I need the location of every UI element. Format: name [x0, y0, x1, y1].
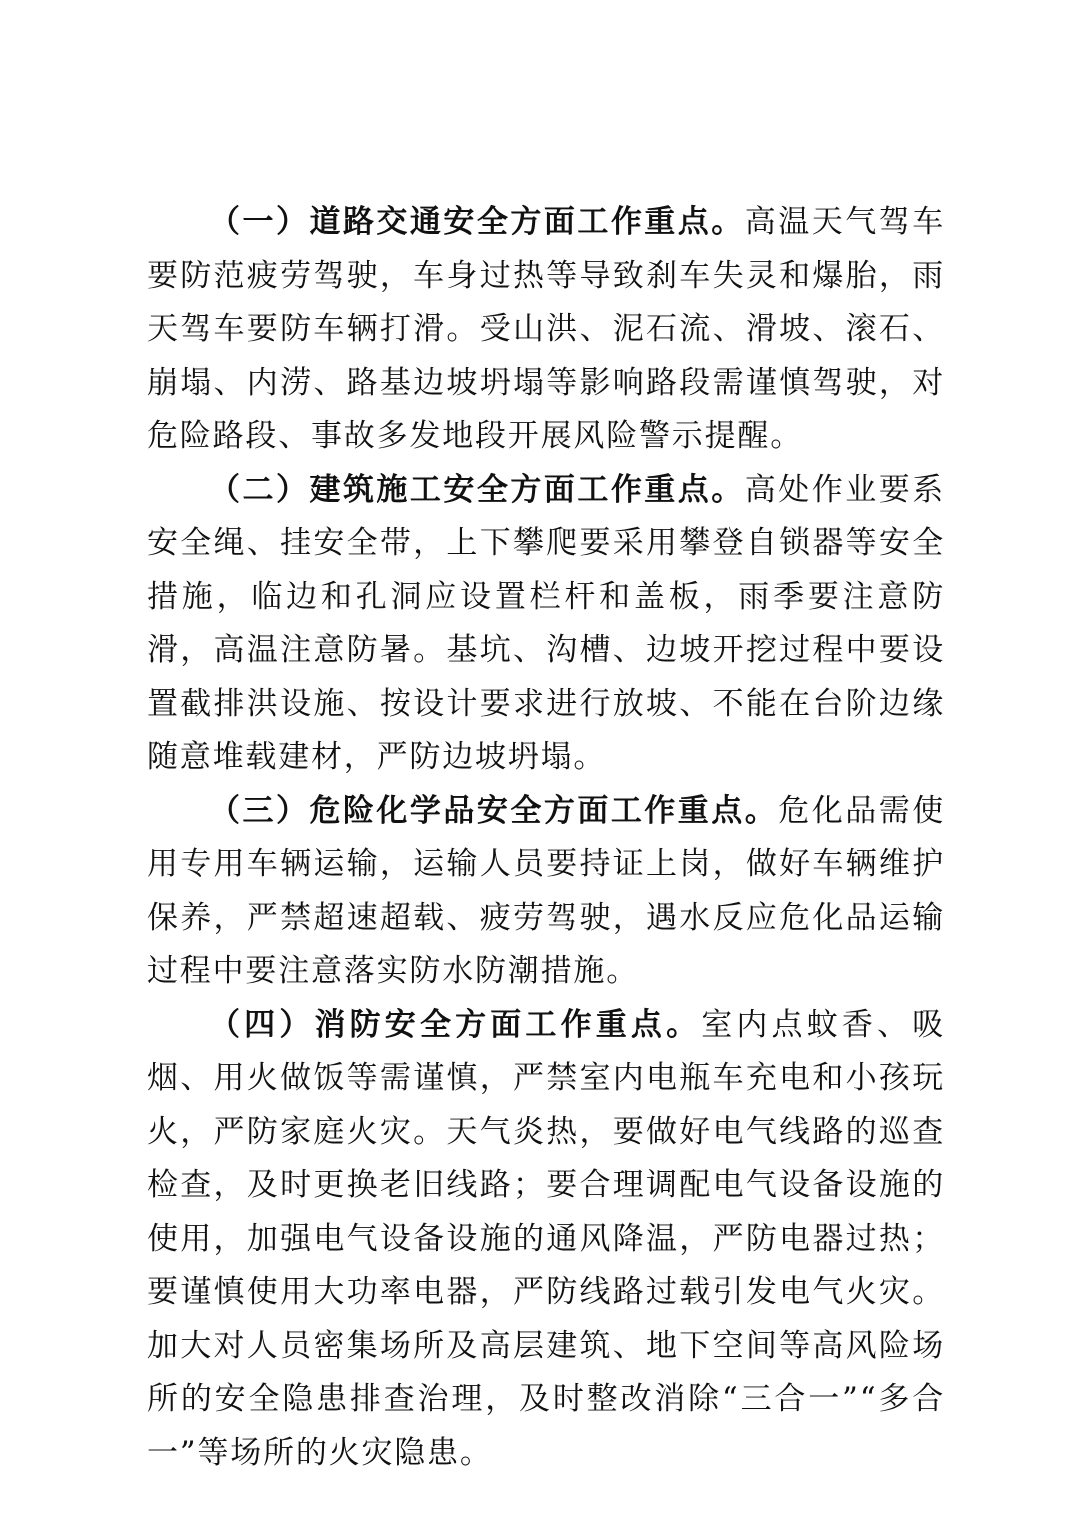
section-construction [147, 464, 945, 785]
section-heading: （四）消防安全方面工作重点。 [209, 1006, 702, 1043]
document-body [147, 196, 945, 1480]
section-road-traffic [147, 196, 945, 464]
section-text: 高温天气驾车要防范疲劳驾驶，车身过热等导致刹车失灵和爆胎，雨天驾车要防车辆打滑。受山洪、泥石流、滑坡、滚石、崩塌、内涝、路基边坡坍塌等影响路段需谨慎驾驶，对危险路段、事故多发地段开展风险警示提醒。 [147, 204, 945, 454]
section-heading: （二）建筑施工安全方面工作重点。 [209, 471, 745, 508]
section-heading: （三）危险化学品安全方面工作重点。 [209, 792, 779, 829]
section-text: 高处作业要系安全绳、挂安全带，上下攀爬要采用攀登自锁器等安全措施，临边和孔洞应设置栏杆和盖板，雨季要注意防滑，高温注意防暑。基坑、沟槽、边坡开挖过程中要设置截排洪设施、按设计要求进行放坡、不能在台阶边缘随意堆载建材，严防边坡坍塌。 [147, 471, 945, 775]
section-text: 危化品需使用专用车辆运输，运输人员要持证上岗，做好车辆维护保养，严禁超速超载、疲劳驾驶，遇水反应危化品运输过程中要注意落实防水防潮措施。 [147, 792, 945, 989]
section-text: 室内点蚊香、吸烟、用火做饭等需谨慎，严禁室内电瓶车充电和小孩玩火，严防家庭火灾。天气炎热，要做好电气线路的巡查检查，及时更换老旧线路；要合理调配电气设备设施的使用，加强电气设备设施的通风降温，严防电器过热；要谨慎使用大功率电器，严防线路过载引发电气火灾。加大对人员密集场所及高层建筑、地下空间等高风险场所的安全隐患排查治理，及时整改消除“三合一”“多合一”等场所的火灾隐患。 [147, 1006, 945, 1471]
section-heading: （一）道路交通安全方面工作重点。 [209, 204, 745, 240]
section-hazardous-chemicals [147, 785, 945, 999]
section-fire-safety [147, 999, 945, 1481]
